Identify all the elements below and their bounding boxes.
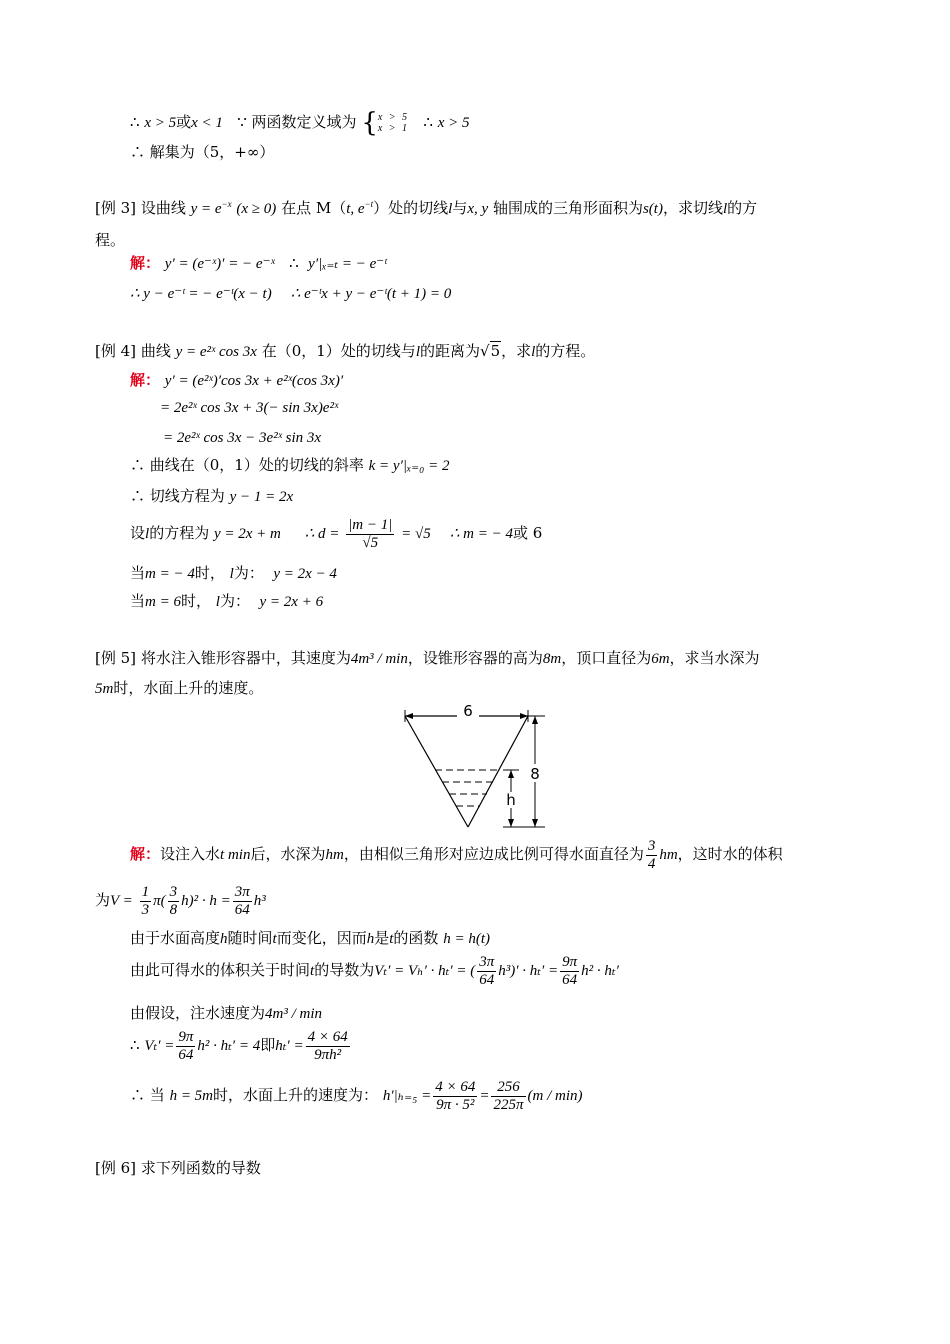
- text: 的方: [727, 199, 758, 217]
- point: t, e: [346, 201, 365, 217]
- top-label: 6: [463, 702, 473, 720]
- inequality: x > 5: [144, 115, 177, 131]
- text: 的方程为: [149, 524, 210, 542]
- h-label: h: [506, 791, 516, 809]
- text: 设曲线: [140, 199, 186, 217]
- therefore-symbol: ∴: [130, 1036, 140, 1054]
- numerator: 1: [141, 883, 150, 900]
- var: hm: [325, 847, 344, 863]
- therefore-symbol: ∴: [289, 254, 299, 272]
- example-label: [例 4]: [95, 342, 137, 360]
- curve-eq: y = e²ˣ cos 3x: [175, 344, 257, 360]
- denominator: 64: [234, 901, 250, 918]
- fraction: [646, 838, 658, 873]
- example-3-solution-1: [130, 253, 387, 274]
- equation: h = h(t): [443, 931, 490, 947]
- text: ，由相似三角形对应边成比例可得水面直径为: [343, 845, 644, 863]
- domain-cond-1: x > 5: [377, 112, 410, 123]
- rate: 4m³ / min: [265, 1006, 323, 1022]
- text: ∴ 曲线在（0，1）处的切线的斜率: [130, 456, 364, 474]
- fraction: [168, 884, 180, 919]
- text: 而变化，因而: [276, 929, 367, 947]
- numerator: |m − 1|: [348, 516, 393, 533]
- example-3-statement: [95, 198, 757, 219]
- text: 是: [374, 929, 390, 947]
- var-l: l: [229, 566, 234, 582]
- text: 的导数为: [314, 961, 375, 979]
- text: 将水注入锥形容器中，其速度为: [140, 649, 351, 667]
- equation: Vₜ′ = Vₕ′ · hₜ′ = (: [374, 963, 476, 979]
- var-l: l: [448, 201, 453, 217]
- text: 时，: [194, 564, 225, 582]
- text: 在（0，1）处的切线与: [261, 342, 416, 360]
- text: 时，水面上升的速度。: [113, 679, 264, 697]
- denominator: 64: [479, 971, 495, 988]
- text: 由于水面高度: [130, 929, 221, 947]
- example-6-statement: [95, 1158, 261, 1178]
- left-side: [405, 716, 468, 827]
- brace: {: [361, 108, 378, 138]
- var-l: l: [722, 201, 728, 217]
- arrow-down: [508, 819, 514, 827]
- domain-cond-2: x > 1: [377, 123, 410, 134]
- text: ，设锥形容器的高为: [407, 649, 543, 667]
- denominator: 64: [178, 1046, 194, 1063]
- inequality: x < 1: [191, 115, 223, 131]
- example-4-case-2: [130, 591, 323, 612]
- equation: ∴ d =: [304, 526, 340, 542]
- equation: h = 5m: [169, 1088, 214, 1104]
- denominator: √5: [362, 534, 379, 551]
- var-l: l: [145, 526, 150, 542]
- equation: ∴ e⁻ᵗx + y − e⁻ᵗ(t + 1) = 0: [290, 286, 452, 302]
- text: 由假设，注水速度为: [130, 1004, 266, 1022]
- numerator: 4 × 64: [435, 1078, 476, 1095]
- equation: Vₜ′ =: [144, 1038, 175, 1054]
- equation: y = 2x + m: [213, 526, 281, 542]
- text: 即: [260, 1036, 276, 1054]
- inequality: x > 5: [437, 115, 470, 131]
- example-4-distance: [130, 513, 542, 554]
- text: 或 6: [512, 524, 543, 542]
- solution-label: 解：: [130, 371, 161, 389]
- denominator: 4: [647, 855, 656, 872]
- example-5-solution-2: [95, 880, 266, 921]
- text: 的函数: [393, 929, 439, 947]
- line-1: [130, 108, 470, 138]
- depth: 5m: [95, 681, 114, 697]
- example-5-solution-4: 由此可得水的体积关于时间t的导数为Vₜ′ = Vₕ′ · hₜ′ = ( $\frac{3\pi}{64}$ h³)′ · hₜ′ = $\frac{9\pi}{64}$ h² · hₜ′: [130, 953, 619, 988]
- text: 当: [130, 564, 146, 582]
- equation: y′ = (e²ˣ)′cos 3x + e²ˣ(cos 3x)′: [164, 373, 344, 389]
- equation: y − 1 = 2x: [229, 489, 294, 505]
- rate: 4m³ / min: [350, 651, 408, 667]
- numerator: 3π: [479, 953, 495, 970]
- line-2: ∴ 解集为（5，+∞）: [130, 143, 275, 161]
- equation: h′|ₕ₌₅ =: [382, 1088, 432, 1104]
- arrow-up: [532, 716, 538, 724]
- fraction: [306, 1029, 350, 1064]
- text: 由此可得水的体积关于时间: [130, 961, 311, 979]
- text: ，求当水深为: [669, 649, 760, 667]
- solution-label: 解：: [130, 254, 161, 272]
- unit: (m / min): [527, 1088, 583, 1104]
- denominator: 64: [562, 971, 578, 988]
- fraction: [140, 884, 152, 919]
- equation: h)² · h =: [181, 893, 231, 909]
- distance-fraction: [346, 517, 394, 552]
- text: 时，: [180, 592, 211, 610]
- solution-label: 解：: [130, 845, 161, 863]
- numerator: 3: [169, 883, 178, 900]
- text: 求下列函数的导数: [140, 1159, 261, 1177]
- denominator: 9πh²: [314, 1046, 342, 1063]
- condition: (x ≥ 0): [236, 201, 277, 217]
- text: ，求切线: [662, 199, 723, 217]
- example-4-solution-1: [130, 370, 343, 391]
- example-label: [例 6]: [95, 1159, 137, 1177]
- example-4-case-1: [130, 563, 337, 584]
- denominator: 8: [169, 901, 178, 918]
- text: ∴ 切线方程为: [130, 487, 225, 505]
- text: 设: [130, 524, 146, 542]
- example-5-solution-6: [130, 1025, 352, 1066]
- side-label: 8: [530, 765, 540, 783]
- var-l: l: [215, 594, 220, 610]
- equation: h³)′ · hₜ′ =: [498, 963, 559, 979]
- equation: π(: [153, 893, 166, 909]
- text: 为：: [233, 564, 264, 582]
- example-4-solution-3: = 2e²ˣ cos 3x − 3e²ˣ sin 3x: [163, 430, 322, 446]
- numerator: 3: [647, 837, 656, 854]
- text: 在点 M（: [281, 199, 347, 217]
- fraction: [491, 1079, 525, 1114]
- equation: m = − 4: [145, 566, 195, 582]
- diameter: 6m: [651, 651, 670, 667]
- var: hm: [659, 847, 678, 863]
- example-5-statement: [95, 648, 760, 669]
- text: 当: [130, 592, 146, 610]
- numerator: 9π: [562, 953, 578, 970]
- text: ，求: [501, 342, 532, 360]
- text: 与: [452, 199, 468, 217]
- denominator: 3: [141, 901, 150, 918]
- text: 为：: [219, 592, 250, 610]
- therefore-symbol: ∴: [423, 113, 433, 131]
- text: ）处的切线: [373, 199, 449, 217]
- equation: ∴ m = − 4: [449, 526, 513, 542]
- example-5-statement-cont: [95, 678, 263, 699]
- example-label: [例 3]: [95, 199, 137, 217]
- equation: = √5: [401, 526, 431, 542]
- equation: =: [479, 1088, 490, 1104]
- equation: y = 2x − 4: [273, 566, 337, 582]
- text: 随时间: [227, 929, 273, 947]
- axes: x, y: [467, 201, 489, 217]
- sqrt-value: 5: [490, 342, 501, 360]
- therefore-symbol: ∴: [130, 113, 140, 131]
- example-label: [例 5]: [95, 649, 137, 667]
- example-5-solution-7: [130, 1075, 583, 1116]
- numerator: 9π: [178, 1028, 194, 1045]
- example-4-solution-2: = 2e²ˣ cos 3x + 3(− sin 3x)e²ˣ: [160, 400, 339, 416]
- cone-diagram: [395, 700, 555, 832]
- text: 轴围成的三角形面积为: [492, 199, 643, 217]
- text: ，顶口直径为: [561, 649, 652, 667]
- equation: k = y′|ₓ₌₀ = 2: [368, 458, 450, 474]
- equation: h² · hₜ′ = 4: [197, 1038, 261, 1054]
- curve-eq: y = e: [190, 201, 222, 217]
- var-l: l: [415, 344, 420, 360]
- text: ，这时水的体积: [677, 845, 783, 863]
- domain-text: ∵ 两函数定义域为: [237, 113, 357, 131]
- text: 设注入水: [160, 845, 221, 863]
- arrow-up: [508, 770, 514, 778]
- fraction: [433, 1079, 477, 1114]
- text: ∴ 当: [130, 1086, 165, 1104]
- equation: h³: [253, 893, 266, 909]
- equation: y = 2x + 6: [259, 594, 324, 610]
- fraction: [477, 954, 496, 989]
- fraction: [560, 954, 579, 989]
- equation: m = 6: [145, 594, 181, 610]
- right-side: [468, 716, 528, 827]
- equation: y′|ₓ₌ₜ = − e⁻ᵗ: [308, 256, 387, 272]
- exp: −x: [221, 199, 232, 209]
- text: 曲线: [140, 342, 171, 360]
- text: 时，水面上升的速度为：: [213, 1086, 379, 1104]
- equation: ∴ y − e⁻ᵗ = − e⁻ᵗ(x − t): [130, 286, 272, 302]
- var-l: l: [531, 344, 536, 360]
- example-5-solution-5: [130, 1003, 322, 1024]
- example-3-statement-cont: 程。: [95, 231, 126, 249]
- height: 8m: [542, 651, 562, 667]
- example-5-solution-1: [130, 834, 783, 875]
- domain-system: [378, 112, 409, 134]
- denominator: 225π: [493, 1096, 524, 1113]
- exp: −t: [364, 199, 374, 209]
- numerator: 256: [491, 1079, 525, 1097]
- example-4-slope: [130, 455, 450, 476]
- text: 的方程。: [535, 342, 596, 360]
- equation: hₜ′ =: [275, 1038, 304, 1054]
- example-4-tangent: [130, 486, 293, 507]
- example-3-solution-2: [130, 283, 451, 304]
- equation: h² · hₜ′: [581, 963, 619, 979]
- fraction: [176, 1029, 195, 1064]
- area-func: s(t): [642, 201, 663, 217]
- denominator: 9π · 5²: [436, 1096, 475, 1113]
- example-5-solution-3: 由于水面高度h随时间t而变化，因而h是t的函数 h = h(t): [130, 929, 490, 947]
- equation: y′ = (e⁻ˣ)′ = − e⁻ˣ: [164, 256, 275, 272]
- example-4-statement: [例 4] 曲线 y = e²ˣ cos 3x 在（0，1）处的切线与l的距离为√5，求l的方程。: [95, 342, 596, 360]
- fraction: [233, 884, 252, 919]
- or-text: 或: [176, 113, 192, 131]
- equation: V =: [110, 893, 133, 909]
- var: t min: [220, 847, 251, 863]
- numerator: 4 × 64: [307, 1028, 348, 1045]
- text: 的距离为: [419, 342, 480, 360]
- text: 为: [95, 891, 111, 909]
- numerator: 3π: [234, 883, 250, 900]
- arrow-down: [532, 819, 538, 827]
- text: 后，水深为: [250, 845, 326, 863]
